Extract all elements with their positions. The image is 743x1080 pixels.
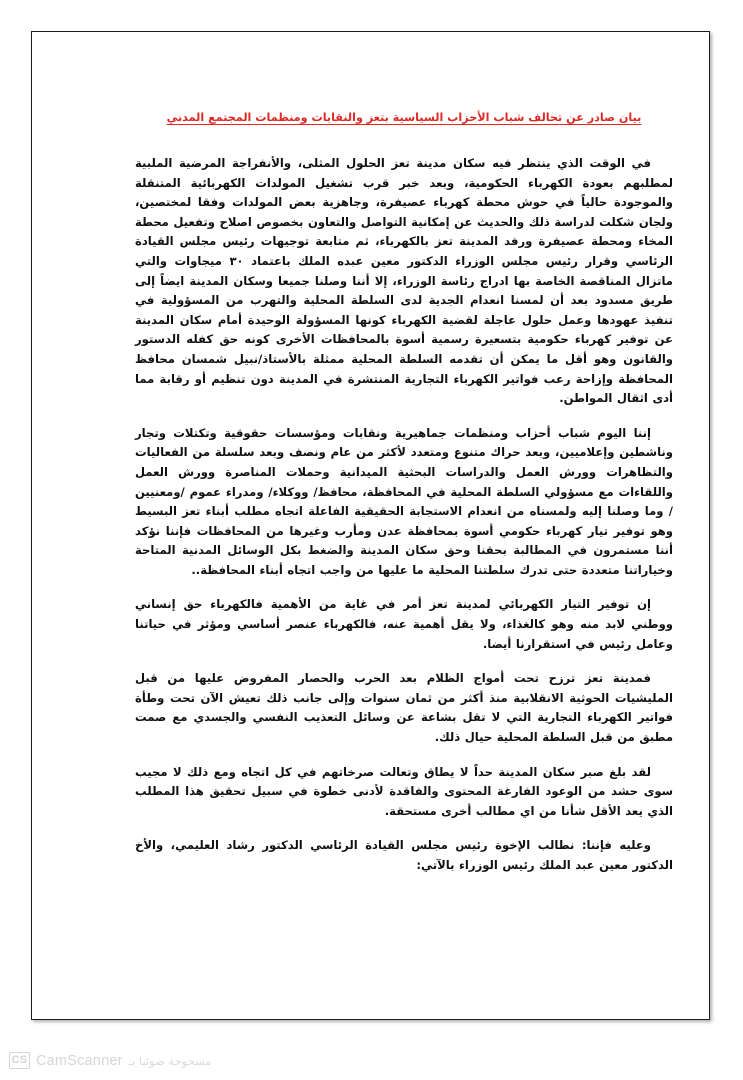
camscanner-watermark <box>9 1052 211 1069</box>
document-body <box>135 110 673 876</box>
paragraph-4: فمدينة تعز ترزح تحت أمواج الظلام بعد الحرب والحصار المفروض عليها من قبل المليشيات الحوثية الانقلابية منذ أكثر من ثمان سنوات وإلى جانب ذلك تعيش الآن تحت وطأة فواتير الكهرباء التجارية التي لا تقل بشاعة عن وسائل التعذيب النفسي والجسدي مع صمت مطبق من قبل السلطة المحلية حيال ذلك. <box>135 671 673 745</box>
paragraph-6: وعليه فإننا: نطالب الإخوة رئيس مجلس القيادة الرئاسي الدكتور رشاد العليمي، والأخ الدكتور معين عبد الملك رئيس الوزراء بالآتي: <box>135 838 673 872</box>
page-border-frame <box>31 31 710 1020</box>
paragraph-3: إن توفير التيار الكهربائي لمدينة تعز أمر في غاية من الأهمية فالكهرباء حق إنساني ووطني لابد منه وهو كالغذاء، ولا يقل أهمية عنه، فالكهرباء عنصر أساسي ومؤثر في حياتنا وعامل رئيس في استقرارنا أيضا. <box>135 597 673 651</box>
camscanner-brand-label: CamScanner <box>36 1052 123 1069</box>
paragraph-1: في الوقت الذي ينتظر فيه سكان مدينة تعز الحلول المثلى، والأنفراجة المرضية الملبية لمطلبهم بعودة الكهرباء الحكومية، وبعد خبر قرب تشغيل المولدات الكهربائية المتنقلة والموجودة حالياً في حوش محطة كهرباء عصيفرة، وجاهزية بعض المولدات وفقا لمختصين، ولجان شكلت لدراسة ذلك والحديث عن إمكانية التواصل والتعاون بخصوص اصلاح وتفعيل محطة المخاء ومحطة عصيفرة ورفد المدينة تعز بالكهرباء، ثم متابعة توجيهات رئيس مجلس القيادة الرئاسي وقرار رئيس مجلس الوزراء الدكتور معين عبده الملك باعتماد ٣٠ ميجاوات والتي ماتزال المناقصة الخاصة بها ادراج رئاسة الوزراء، إلا أننا وصلنا جميعا وسكان المدينة ايضاً إلى طريق مسدود بعد أن لمسنا انعدام الجدية لدى السلطة المحلية والتهرب من المسؤولية في تنفيذ عهودها وعمل حلول عاجلة لقضية الكهرباء كونها المسؤولة الوحيدة أمام سكان المدينة عن توفير كهرباء حكومية بتسعيرة رسمية أسوة بالمحافظات الأخرى كونه حق كفله الدستور والقانون وهو أقل ما يمكن أن تقدمه السلطة المحلية ممثلة بالأستاذ/نبيل شمسان محافظ المحافظة وإزاحة رعب فواتير الكهرباء التجارية المنتشرة في المدينة دون تنظيم أو رقابة مما أدى اثقال المواطن. <box>135 156 673 406</box>
paragraph-5: لقد بلغ صبر سكان المدينة حداً لا يطاق وتعالت صرخاتهم في كل اتجاه ومع ذلك لا مجيب سوى حشد من الوعود الفارغة المحتوى والفاقدة لأدنى خطوة في سبيل تحقيق هذا المطلب الذي يعد الأقل شأنا من اي مطالب أخرى مستحقة. <box>135 764 673 818</box>
camscanner-logo-icon: CS <box>9 1052 30 1069</box>
paragraph-2: إننا اليوم شباب أحزاب ومنظمات جماهيرية ونقابات ومؤسسات حقوقية وتكتلات وتجار وناشطين وإعلاميين، وبعد حراك متنوع ومتعدد لأكثر من عام ونصف وبعد سلسلة من الفعاليات والتظاهرات وورش العمل والدراسات البحثية الميدانية وحملات المناصرة وورش العمل واللقاءات مع مسؤولي السلطة المحلية في المحافظة، محافظ/ ووكلاء/ ومدراء عموم /ومعنيين / وما وصلنا إليه ولمسناه من انعدام الاستجابة الحقيقية الفاعلة اتجاه مطلب أبناء تعز البسيط وهو توفير تيار كهرباء حكومي أسوة بمحافظة عدن ومأرب وغيرها من المحافظات فإننا نؤكد أننا مستمرون في المطالبة بحقنا وحق سكان المدينة والضغط بكل الوسائل المدنية المتاحة وخياراتنا متعددة حتى تدرك سلطتنا المحلية ما عليها من واجب اتجاه أبناء المحافظة.. <box>135 425 673 577</box>
camscanner-arabic-label: مسحوحة ضوئيا بـ <box>128 1053 212 1068</box>
document-title: بيان صادر عن تحالف شباب الأحزاب السياسية بتعز والنقابات ومنظمات المجتمع المدني <box>166 111 642 124</box>
